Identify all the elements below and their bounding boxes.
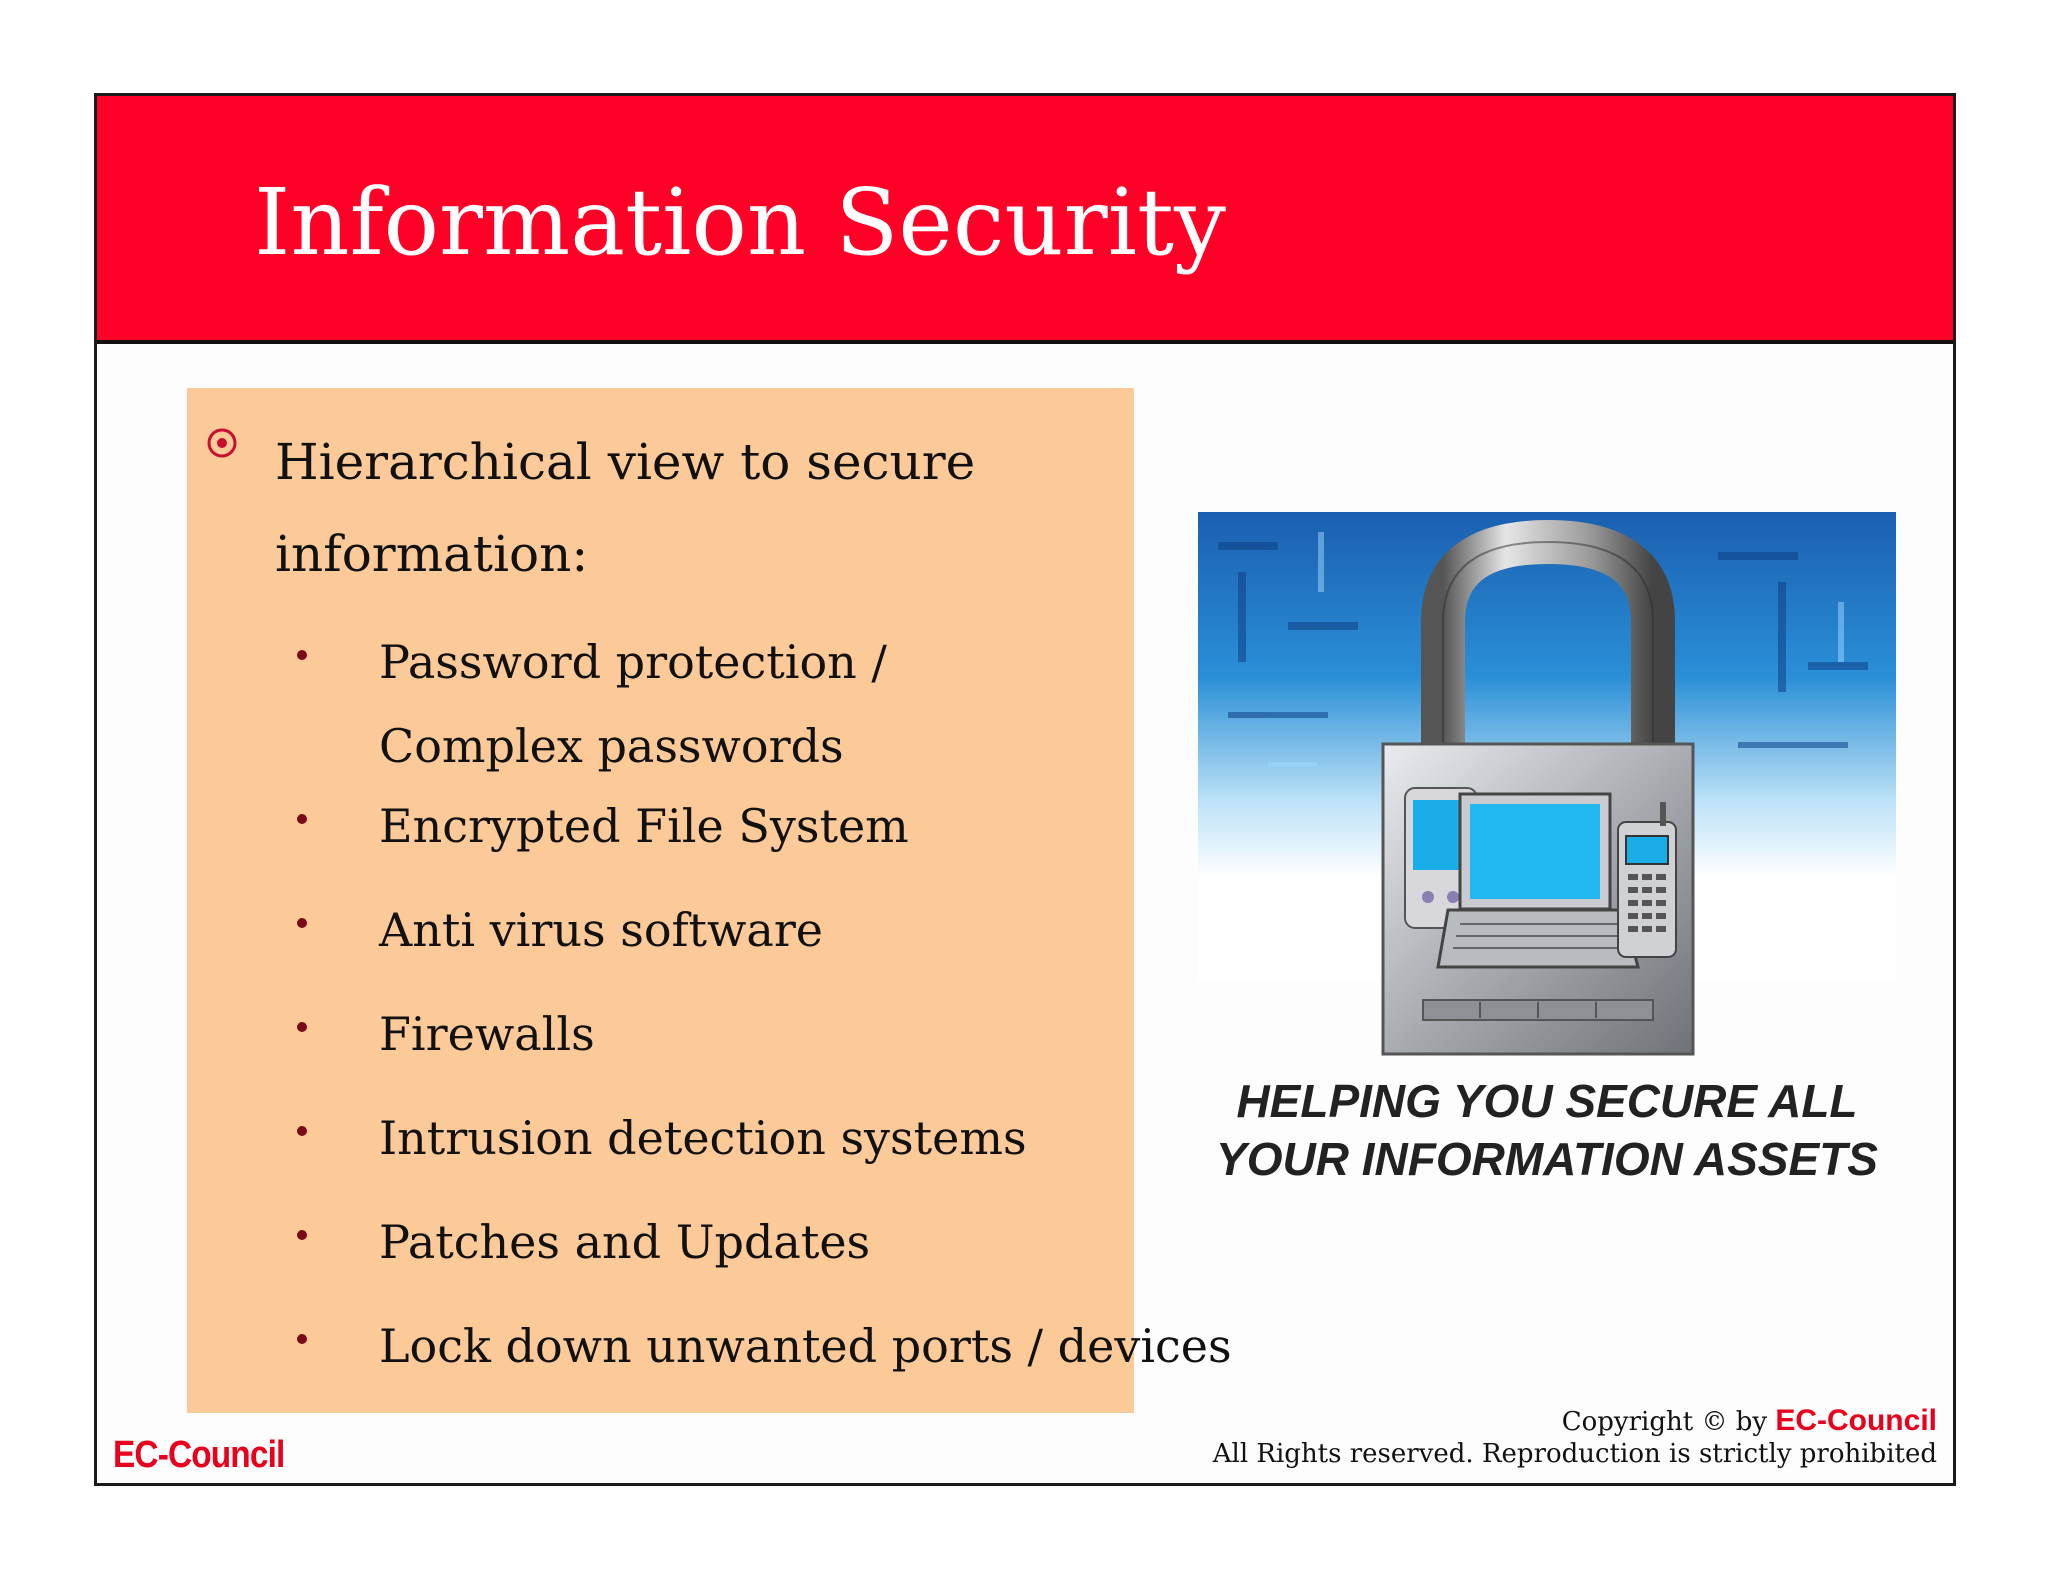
image-caption-line2: YOUR INFORMATION ASSETS [1216,1133,1878,1185]
image-caption-line1: HELPING YOU SECURE ALL [1236,1075,1858,1127]
rights-text: All Rights reserved. Reproduction is strictly prohibited [1212,1439,1937,1469]
content-box [187,388,1232,1413]
sub-bullet-list [187,388,1232,1413]
bullet-dot-icon [297,1022,307,1032]
list-item-text: Encrypted File System [379,799,909,853]
list-item-text: Intrusion detection systems [379,1111,1027,1165]
copyright-brand: EC-Council [1775,1404,1937,1437]
list-item-text: Patches and Updates [379,1215,871,1269]
ec-council-logo: EC-Council [113,1434,285,1476]
main-point: Hierarchical view to secure information: [275,433,976,583]
list-item-text: Password protection / Complex passwords [379,635,887,773]
slide [94,93,1956,1486]
bullet-dot-icon [297,650,307,660]
copyright-line [1213,1405,1937,1438]
bullet-dot-icon [297,814,307,824]
list-item-text: Firewalls [379,1007,595,1061]
copyright-prefix: Copyright © by [1561,1407,1768,1437]
bullet-dot-icon [297,1334,307,1344]
bullet-dot-icon [297,918,307,928]
bullet-dot-icon [297,1126,307,1136]
title-bar [97,96,1953,344]
list-item-text: Anti virus software [379,903,824,957]
list-item-text: Lock down unwanted ports / devices [379,1319,1232,1373]
security-padlock-illustration [1198,512,1896,1194]
copyright-notice [1213,1405,1937,1470]
bullet-dot-icon [297,1230,307,1240]
slide-title: Information Security [254,169,1226,276]
